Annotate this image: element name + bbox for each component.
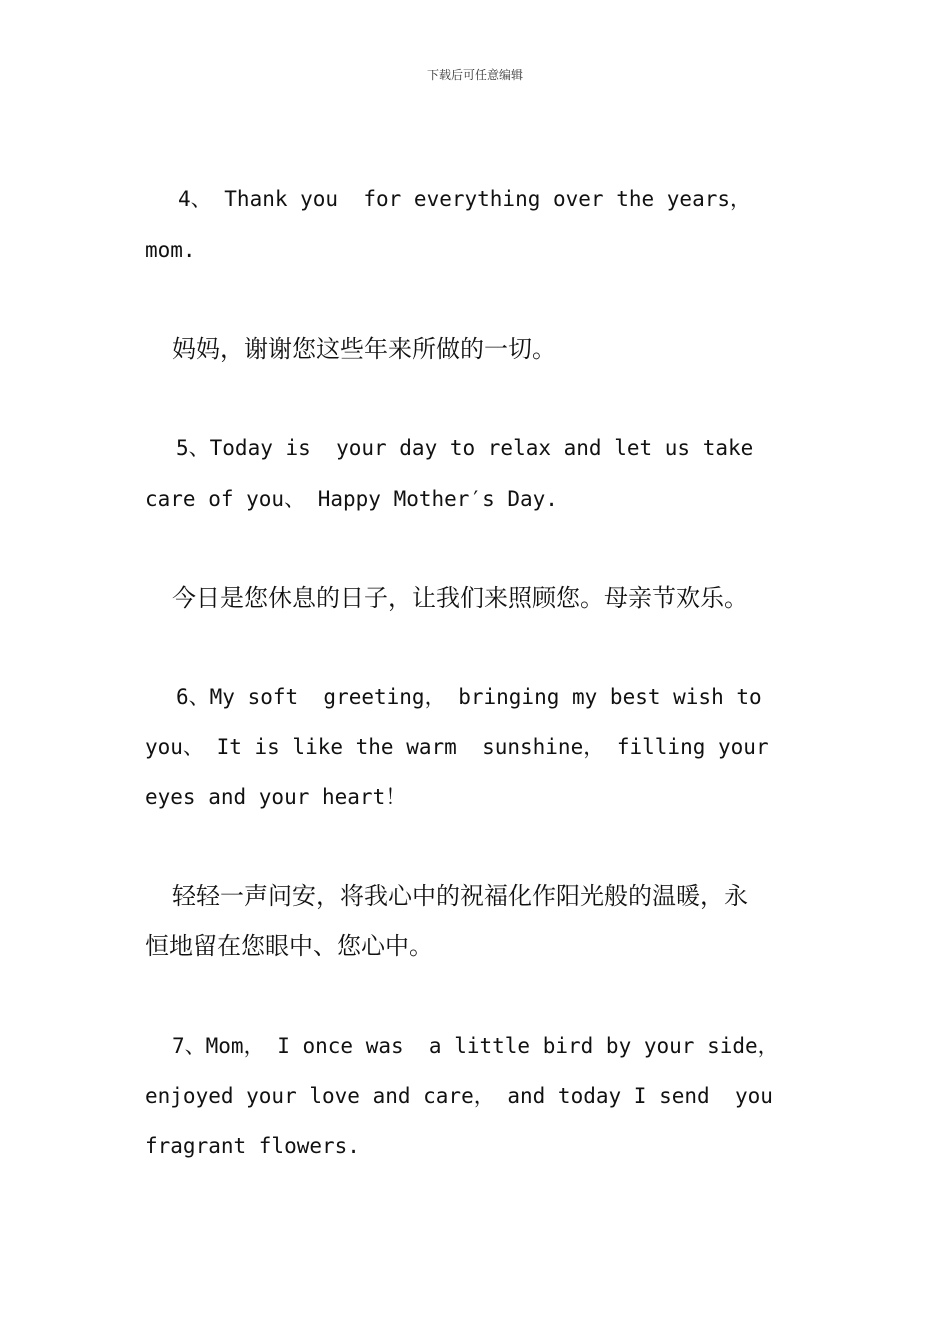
- item-6-zh-line-2: 恒地留在您眼中、您心中。: [145, 932, 433, 960]
- item-4-en-line-2: mom.: [145, 238, 196, 262]
- item-7-en-line-3: fragrant flowers.: [145, 1134, 360, 1158]
- item-4-zh-line-1: 妈妈，谢谢您这些年来所做的一切。: [172, 335, 556, 363]
- item-6-en-line-1: 6、My soft greeting， bringing my best wish to: [176, 685, 762, 709]
- item-5-zh-line-1: 今日是您休息的日子，让我们来照顾您。母亲节欢乐。: [172, 584, 748, 612]
- item-7-en-line-2: enjoyed your love and care， and today I send you: [145, 1084, 773, 1108]
- item-6-en-line-3: eyes and your heart！: [145, 785, 407, 809]
- item-6-en-line-2: you、 It is like the warm sunshine， filling your: [145, 735, 769, 759]
- item-7-en-line-1: 7、Mom， I once was a little bird by your side，: [172, 1034, 779, 1058]
- item-6-zh-line-1: 轻轻一声问安，将我心中的祝福化作阳光般的温暖，永: [172, 882, 748, 910]
- item-5-en-line-2: care of you、 Happy Mother′s Day.: [145, 487, 558, 511]
- item-4-en-line-1: 4、 Thank you for everything over the years，: [178, 187, 752, 211]
- item-5-en-line-1: 5、Today is your day to relax and let us take: [176, 436, 754, 460]
- page-header: 下载后可任意编辑: [426, 68, 523, 82]
